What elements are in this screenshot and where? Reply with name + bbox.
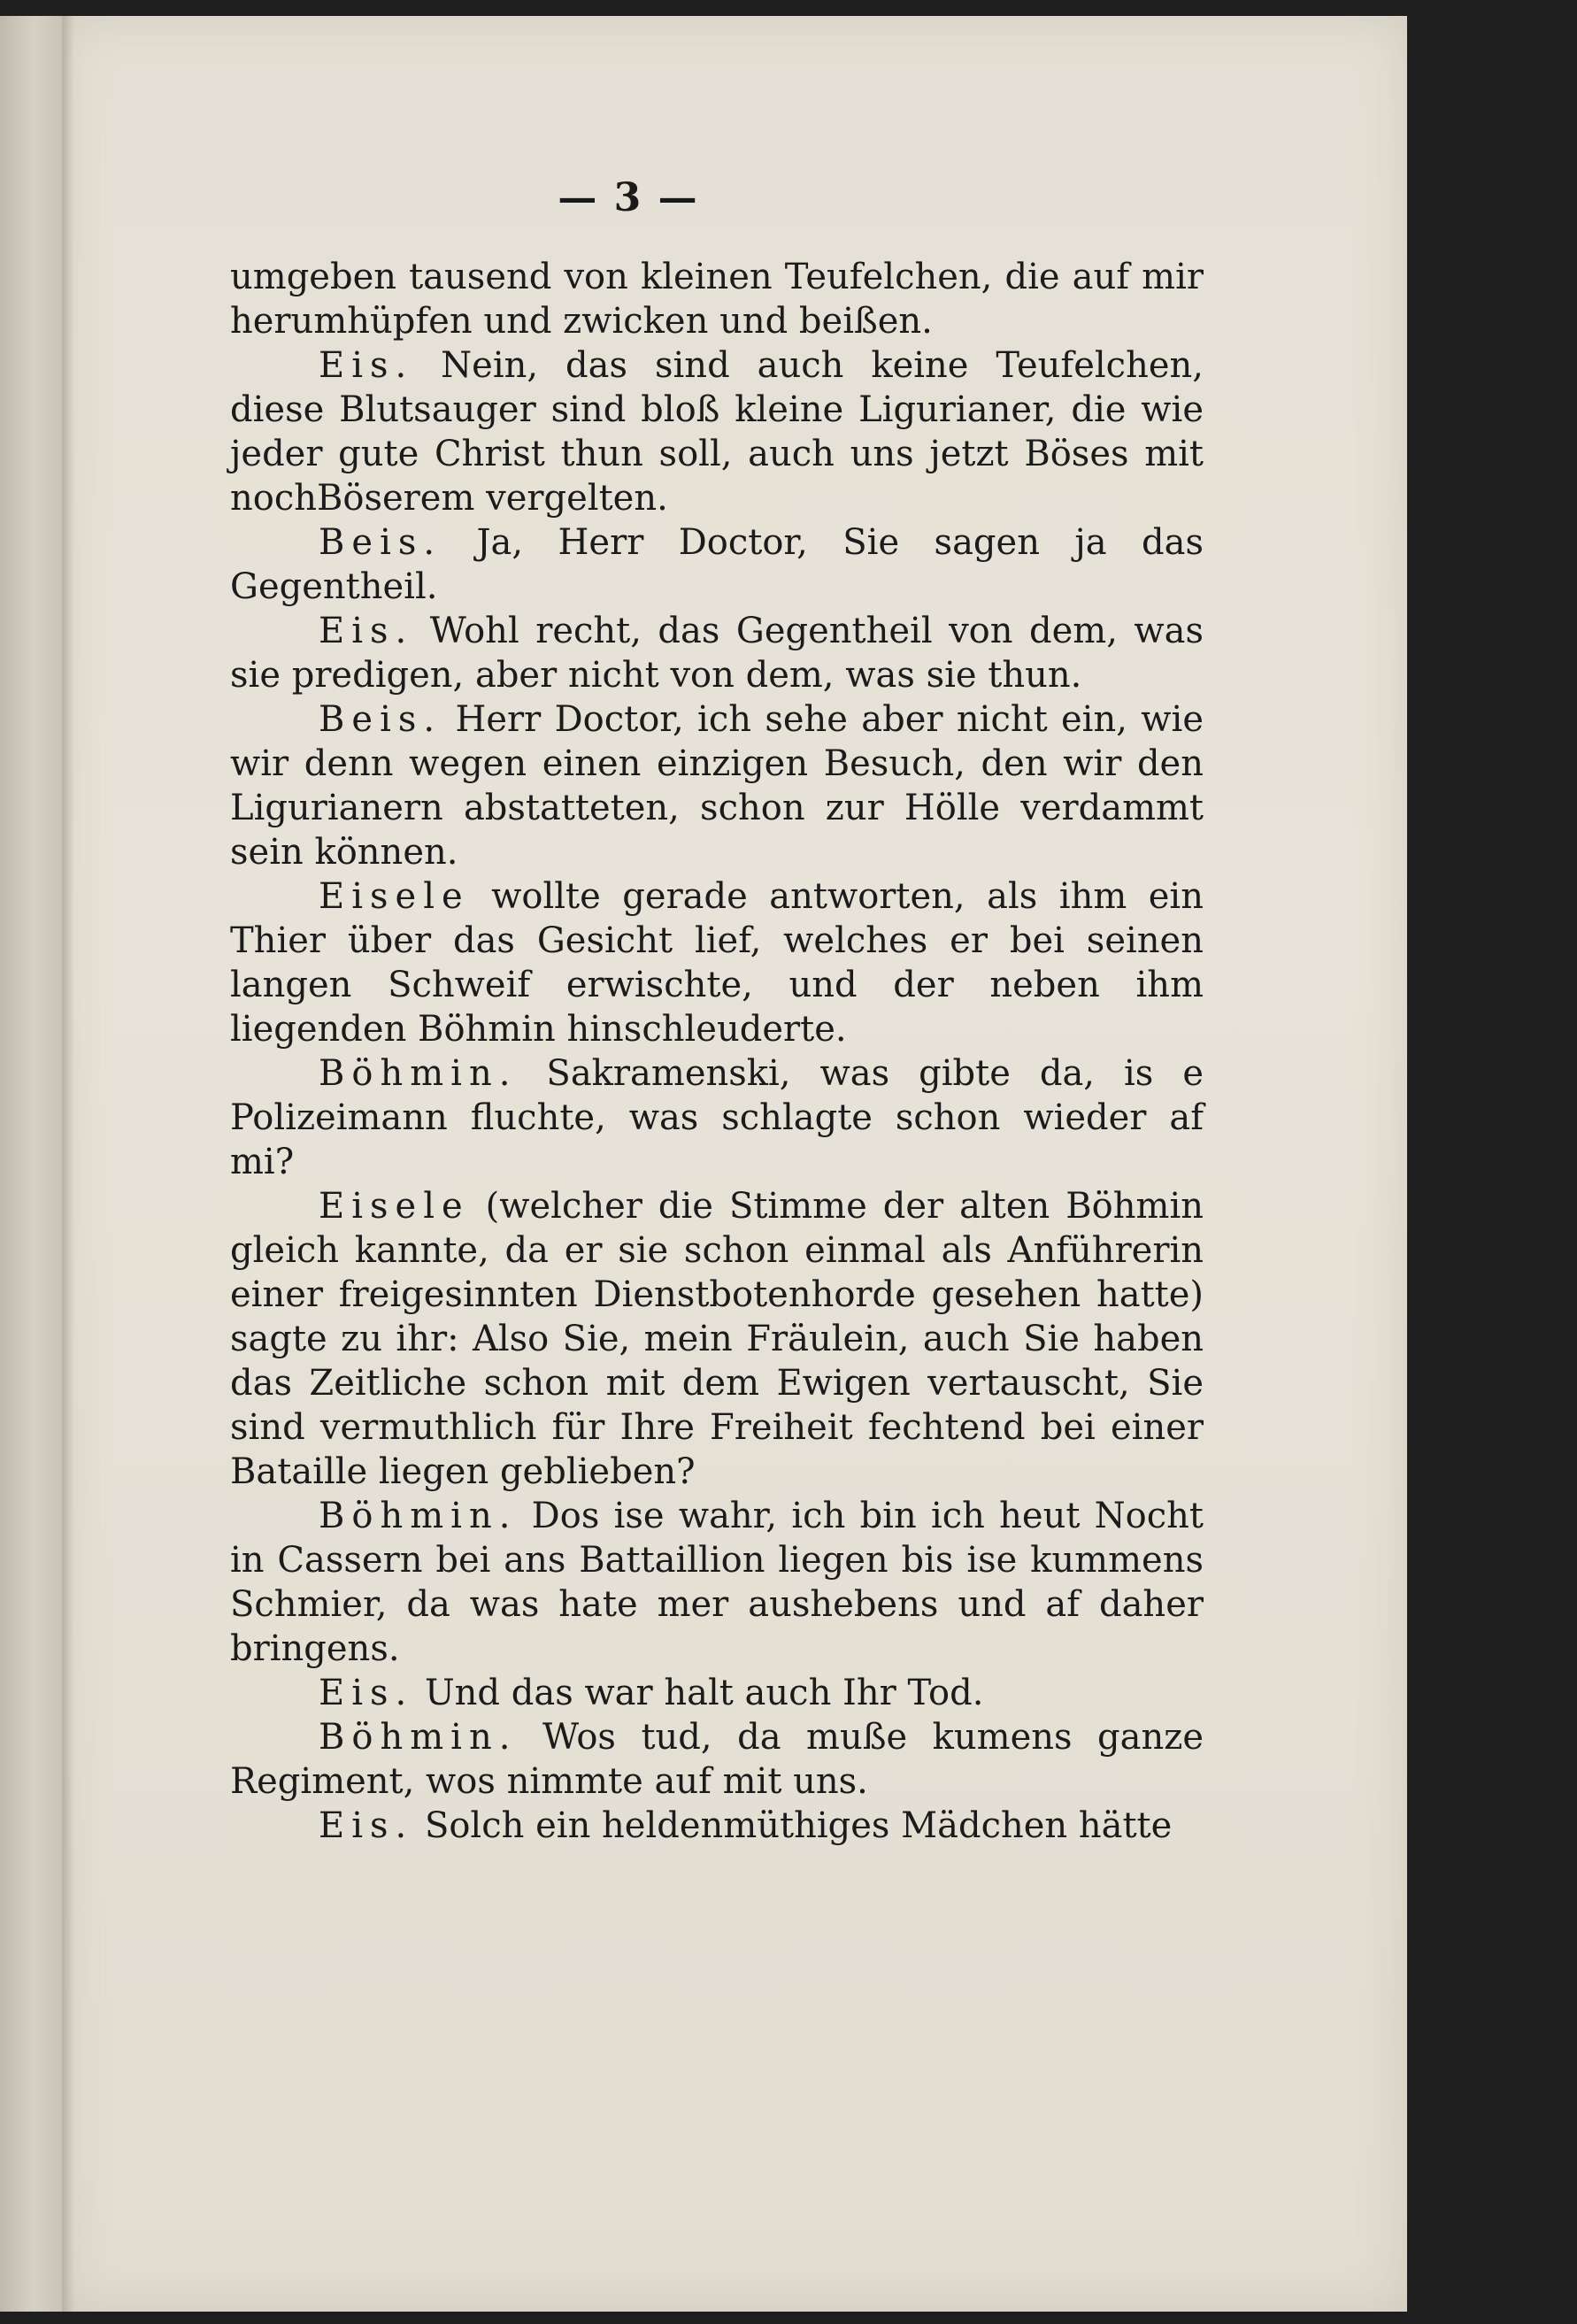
- paragraph: [230, 1715, 1204, 1804]
- speaker-name: Böhmin.: [319, 1053, 518, 1094]
- paragraph: [230, 1671, 1204, 1715]
- paragraph-text: (welcher die Stimme der alten Böhmin gleich kannte, da er sie schon einmal als Anführerin einer freigesinnten Dienstbotenhorde gesehen hatte) sagte zu ihr: Also Sie, mein Fräulein, auch Sie haben das Zeitliche schon mit dem Ewigen vertauscht, Sie sind vermuthlich für Ihre Freiheit fechtend bei einer Bataille liegen geblieben?: [230, 1186, 1204, 1492]
- paragraph: [230, 1184, 1204, 1494]
- paragraph-text: Wohl recht, das Gegentheil von dem, was sie predigen, aber nicht von dem, was sie thun.: [230, 611, 1204, 696]
- paragraph-text: Und das war halt auch Ihr Tod.: [413, 1673, 984, 1713]
- speaker-name: Eis.: [319, 1673, 414, 1713]
- paragraph-text: Sakramenski, was gibte da, is e Polizeimann fluchte, was schlagte schon wieder af mi?: [230, 1053, 1204, 1182]
- paragraph-text: umgeben tausend von kleinen Teufelchen, die auf mir herumhüpfen und zwicken und beißen.: [230, 257, 1204, 342]
- paragraph-text: Solch ein heldenmüthiges Mädchen hätte: [413, 1805, 1173, 1846]
- body-text: [230, 255, 1204, 1848]
- speaker-name: Böhmin.: [319, 1717, 518, 1758]
- paragraph-text: Ja, Herr Doctor, Sie sagen ja das Gegentheil.: [230, 522, 1204, 607]
- paragraph-text: wollte gerade antworten, als ihm ein Thier über das Gesicht lief, welches er bei seinen langen Schweif erwischte, und der neben ihm liegenden Böhmin hinschleuderte.: [230, 876, 1204, 1050]
- paragraph: [230, 1494, 1204, 1671]
- page-number: — 3 —: [558, 175, 699, 220]
- speaker-name: Eisele: [319, 1186, 470, 1227]
- speaker-name: Eis.: [319, 611, 414, 651]
- paragraph-text: Nein, das sind auch keine Teufelchen, diese Blutsauger sind bloß kleine Ligurianer, die wie jeder gute Christ thun soll, auch uns jetzt Böses mit nochBöserem vergelten.: [230, 345, 1204, 519]
- book-page: [62, 16, 1407, 2312]
- paragraph: [230, 255, 1204, 343]
- paragraph: [230, 609, 1204, 697]
- speaker-name: Eis.: [319, 1805, 414, 1846]
- paragraph-text: Dos ise wahr, ich bin ich heut Nocht in Cassern bei ans Battaillion liegen bis ise kummens Schmier, da was hate mer aushebens und af daher bringens.: [230, 1496, 1204, 1669]
- paragraph: [230, 874, 1204, 1051]
- paragraph: [230, 1804, 1204, 1848]
- speaker-name: Eis.: [319, 345, 414, 386]
- speaker-name: Beis.: [319, 699, 442, 740]
- speaker-name: Beis.: [319, 522, 442, 563]
- speaker-name: Eisele: [319, 876, 470, 917]
- paragraph-text: Wos tud, da muße kumens ganze Regiment, wos nimmte auf mit uns.: [230, 1717, 1204, 1802]
- previous-page-edge: [0, 16, 62, 2312]
- page-fold-shadow: [62, 16, 74, 2312]
- paragraph: [230, 1051, 1204, 1184]
- speaker-name: Böhmin.: [319, 1496, 518, 1536]
- paragraph: [230, 343, 1204, 520]
- paragraph-text: Herr Doctor, ich sehe aber nicht ein, wie wir denn wegen einen einzigen Besuch, den wir den Ligurianern abstatteten, schon zur Hölle verdammt sein können.: [230, 699, 1204, 873]
- paragraph: [230, 520, 1204, 609]
- paragraph: [230, 697, 1204, 874]
